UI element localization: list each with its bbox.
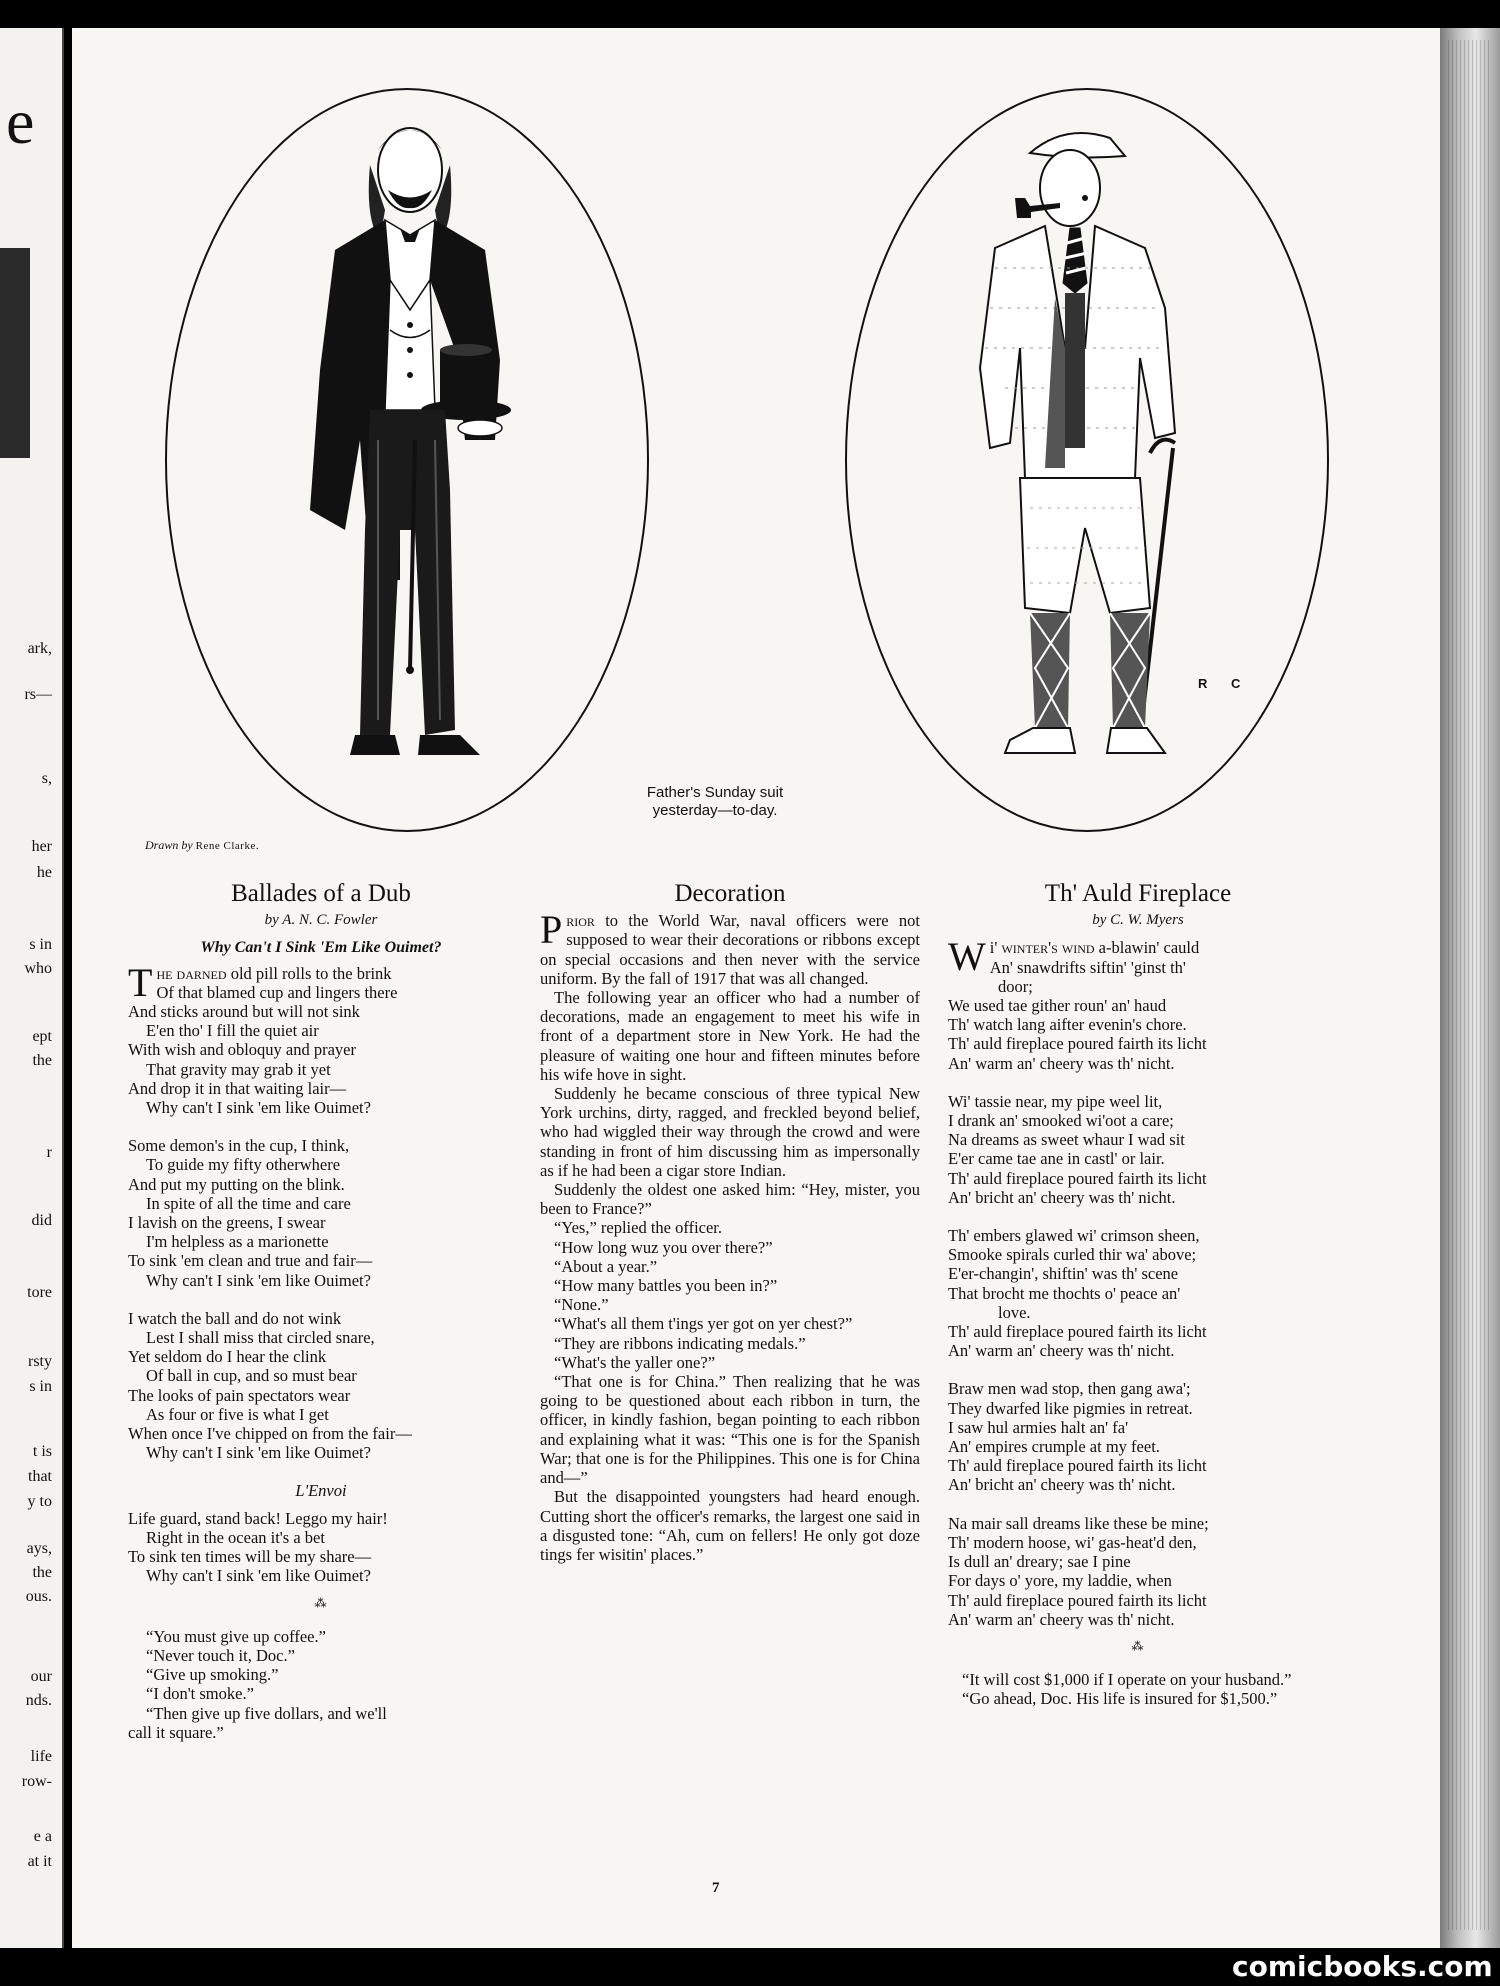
fireplace-stanza-1: Wi' winter's wind a-blawin' cauld An' snawdrifts siftin' 'ginst th' door; We used tae gither roun' an' haud Th' watch lang aifter evenin's chore. Th' auld fireplace poured fairth its licht An' warm an' cheery was th' nicht. — [948, 934, 1207, 1073]
left-page-text-fragment: did — [31, 1212, 52, 1229]
fireplace-stanza-4: Braw men wad stop, then gang awa'; They dwarfed like pigmies in retreat. I saw hul armies halt an' fa' An' empires crumple at my feet. Th' auld fireplace poured fairth its licht An' bricht an' cheery was th' nicht. — [948, 1379, 1207, 1495]
left-page-text-fragment: her — [31, 838, 52, 855]
left-page-text-fragment: y to — [27, 1493, 52, 1510]
left-page-text-fragment: who — [24, 960, 52, 977]
artist-initials: R C — [1198, 676, 1251, 691]
left-page-text-fragment: nds. — [25, 1692, 52, 1709]
poem-title-fireplace: Th' Auld Fireplace — [1044, 880, 1232, 907]
fireplace-stanza-3: Th' embers glawed wi' crimson sheen, Smooke spirals curled thir wa' above; E'er-changin', shiftin' was th' scene That brocht me thochts o' peace an' love. Th' auld fireplace poured fairth its licht An' warm an' cheery was th' nicht. — [948, 1226, 1207, 1361]
father-plus-fours-illustration — [935, 108, 1245, 828]
left-page-edge — [0, 28, 64, 1948]
left-page-text-fragment: ays, — [26, 1540, 52, 1557]
left-page-text-fragment: rsty — [28, 1353, 52, 1370]
left-page-text-fragment: at it — [27, 1853, 52, 1870]
left-page-text-fragment: he — [36, 864, 52, 881]
poem-title-ballades: Ballades of a Dub — [231, 880, 411, 907]
left-page-text-fragment: ark, — [27, 640, 52, 657]
illustration-caption — [585, 784, 845, 820]
column-ballades — [128, 880, 514, 1742]
left-page-text-fragment: t is — [32, 1443, 52, 1460]
left-page-text-fragment: ept — [32, 1028, 52, 1045]
left-page-text-fragment: ous. — [25, 1588, 52, 1605]
joke-operation: “It will cost $1,000 if I operate on your husband.” “Go ahead, Doc. His life is insured for $1,500.” — [962, 1670, 1292, 1709]
left-page-text-fragment: e a — [33, 1828, 52, 1845]
left-page-text-fragment: that — [28, 1468, 52, 1485]
page-number: 7 — [712, 1880, 720, 1896]
left-page-large-letter: e — [6, 86, 35, 157]
left-page-text-fragment: the — [32, 1564, 52, 1581]
envoi-heading: L'Envoi — [295, 1481, 347, 1501]
caption-line-1: Father's Sunday suit — [646, 784, 784, 801]
dropcap-p: P — [540, 907, 563, 953]
left-page-text-fragment: our — [30, 1668, 52, 1685]
ballade-stanza-1: The darned old pill rolls to the brink Of that blamed cup and lingers there And sticks around but will not sink E'en tho' I fill the quiet air With wish and obloquy and prayer That gravity may grab it yet And drop it in that waiting lair— Why can't I sink 'em like Ouimet? — [128, 959, 398, 1118]
father-formal-suit-illustration — [250, 110, 560, 820]
ballade-stanza-2: Some demon's in the cup, I think, To guide my fifty otherwhere And put my putting on the blink. In spite of all the time and care I lavish on the greens, I swear I'm helpless as a marionette To sink 'em clean and true and fair— Why can't I sink 'em like Ouimet? — [128, 1136, 373, 1290]
joke-coffee: “You must give up coffee.” “Never touch it, Doc.” “Give up smoking.” “I don't smoke.” “Then give up five dollars, and we'll call it square.” — [128, 1626, 387, 1742]
caption-line-2: yesterday—to-day. — [652, 802, 778, 819]
left-page-text-fragment: s, — [41, 770, 52, 787]
left-page-text-fragment: r — [46, 1144, 52, 1161]
left-page-text-fragment: the — [32, 1052, 52, 1069]
left-page-text-fragment: tore — [27, 1284, 52, 1301]
watermark: comicbooks.com — [1232, 1950, 1493, 1983]
page-edges — [1448, 40, 1492, 1930]
credit-prefix: Drawn by — [145, 838, 193, 852]
dropcap-w: W — [948, 934, 986, 980]
poem-byline-myers: by C. W. Myers — [1092, 912, 1184, 929]
left-page-text-fragment: s in — [29, 1378, 52, 1395]
credit-artist-name: Rene Clarke. — [195, 840, 260, 852]
asterism-divider: ⁂ — [1131, 1638, 1145, 1653]
left-page-photo-edge — [0, 248, 30, 458]
left-page-text-fragment: row- — [21, 1773, 52, 1790]
column-auld-fireplace — [948, 880, 1328, 1709]
left-page-text-fragment: rs— — [24, 686, 52, 703]
left-page-text-fragment: s in — [29, 936, 52, 953]
asterism-divider: ⁂ — [314, 1595, 328, 1610]
article-title-decoration: Decoration — [674, 880, 786, 907]
fireplace-stanza-2: Wi' tassie near, my pipe weel lit, I drank an' smooked wi'oot a care; Na dreams as sweet whaur I wad sit E'er came tae ane in castl' or lair. Th' auld fireplace poured fairth its licht An' bricht an' cheery was th' nicht. — [948, 1091, 1207, 1207]
poem-byline-fowler: by A. N. C. Fowler — [264, 912, 378, 929]
column-decoration: Decoration Prior to the World War, naval officers were not supposed to wear their decorations or ribbons except on special occasions and then never with the service uniform. By the fall of 1917 that was all changed. The following year an officer who had a number of decorations, made an engagement to meet his wife in front of a department store in New York. He had the pleasure of waiting one hour and fifteen minutes before his wife hove in sight. Suddenly he became conscious of three typical New York urchins, dirty, ragged, and freckled beyond belief, who had wiggled their way through the crowd and were standing in front of him discussing him as impersonally as if he had been a cigar store Indian. Suddenly the oldest one asked him: “Hey, mister, you been to France?” “Yes,” replied the officer. “How long wuz you over there?” “About a year.” “How many battles you been in?” “None.” “What's all them t'ings yer got on yer chest?” “They are ribbons indicating medals.” “What's the yaller one?” “That one is for China.” Then realizing that he was going to be questioned about each ribbon in turn, the officer, in kindly fashion, began pointing to each ribbon and explaining what it was: “This one is for the Spanish War; that one is for the Philippines. This one is for China and—” But the disappointed youngsters had heard enough. Cutting short the officer's remarks, the largest one said in a disgusted tone: “Ah, cum on fellers! He only got doze tings fer wisitin' places.” — [540, 880, 920, 1564]
dropcap-t: T — [128, 959, 153, 1005]
poem-subtitle-ouimet: Why Can't I Sink 'Em Like Ouimet? — [200, 939, 442, 957]
ballade-stanza-3: I watch the ball and do not wink Lest I shall miss that circled snare, Yet seldom do I hear the clink Of ball in cup, and so must bear The looks of pain spectators wear As four or five is what I get When once I've chipped on from the fair— Why can't I sink 'em like Ouimet? — [128, 1308, 412, 1463]
left-page-text-fragment: life — [30, 1748, 52, 1765]
illustration-credit — [145, 838, 259, 853]
envoi-stanza: Life guard, stand back! Leggo my hair! Right in the ocean it's a bet To sink ten times will be my share— Why can't I sink 'em like Ouimet? — [128, 1508, 388, 1586]
fireplace-stanza-5: Na mair sall dreams like these be mine; Th' modern hoose, wi' gas-heat'd den, Is dull an' dreary; sae I pine For days o' yore, my laddie, when Th' auld fireplace poured fairth its licht An' warm an' cheery was th' nicht. — [948, 1513, 1209, 1629]
